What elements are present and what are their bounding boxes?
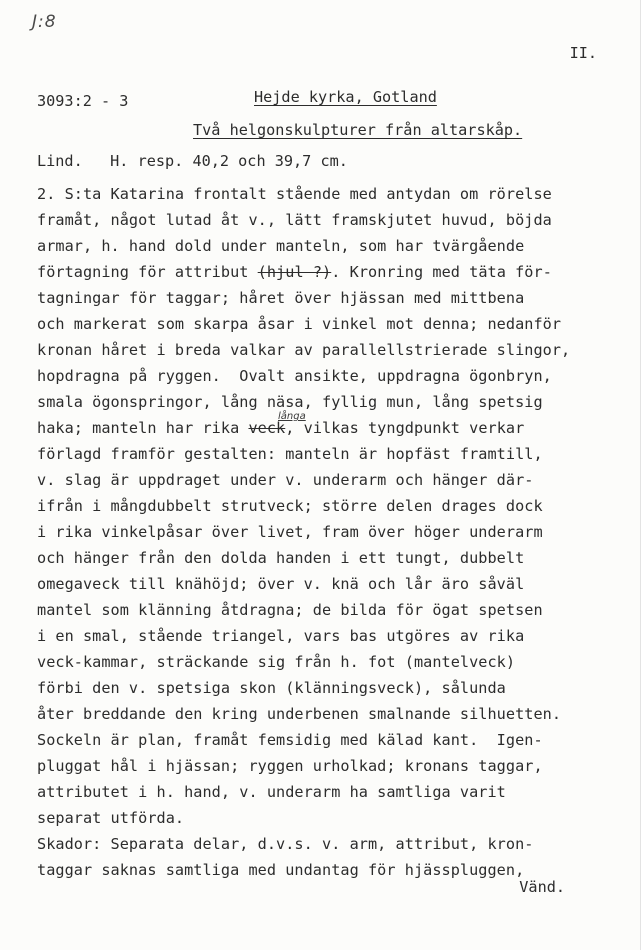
text-line: förbi den v. spetsiga skon (klänningsveck), sålunda — [37, 679, 506, 697]
text-line: åter breddande den kring underbenen smalnande silhuetten. — [37, 705, 562, 723]
text-line: framåt, något lutad åt v., lätt framskjutet huvud, böjda — [37, 211, 552, 229]
text-line: förlagd framför gestalten: manteln är hopfäst framtill, — [37, 445, 543, 463]
text-line: och hänger från den dolda handen i ett tungt, dubbelt — [37, 549, 525, 567]
text-line: armar, h. hand dold under manteln, som har tvärgående — [37, 237, 525, 255]
inserted-word-handwritten: långa — [278, 411, 306, 422]
text-line: Skador: Separata delar, d.v.s. v. arm, attribut, kron- — [37, 835, 534, 853]
page-number: II. — [569, 44, 597, 62]
text-line: attributet i h. hand, v. underarm ha samtliga varit — [37, 783, 506, 801]
handwritten-mark: J:8 — [32, 12, 57, 32]
text-line: mantel som klänning åtdragna; de bilda för ögat spetsen — [37, 601, 543, 619]
text-line: i rika vinkelpåsar över livet, fram över höger underarm — [37, 523, 543, 541]
text-line: separat utförda. — [37, 809, 185, 827]
text-line: hopdragna på ryggen. Ovalt ansikte, uppdragna ögonbryn, — [37, 367, 552, 385]
dimensions-line: Lind. H. resp. 40,2 och 39,7 cm. — [37, 152, 348, 170]
turn-over-note: Vänd. — [519, 878, 565, 896]
text-line: 2. S:ta Katarina frontalt stående med antydan om rörelse — [37, 185, 552, 203]
deleted-word: veck — [248, 419, 286, 437]
text-line: veck-kammar, sträckande sig från h. fot (mantelveck) — [37, 653, 516, 671]
text-line-with-correction: förtagning för attribut (hjul ?). Kronring med täta för- — [37, 263, 552, 281]
text-line: i en smal, stående triangel, vars bas utgöres av rika — [37, 627, 525, 645]
card-title: Hejde kyrka, Gotland — [254, 88, 437, 106]
text-line: ifrån i mångdubbelt strutveck; större delen drages dock — [37, 497, 543, 515]
text-line: tagningar för taggar; håret över hjässan med mittbena — [37, 289, 525, 307]
card-subtitle: Två helgonskulpturer från altarskåp. — [193, 121, 523, 139]
text-line: kronan håret i breda valkar av parallellstrierade slingor, — [37, 341, 571, 359]
text-line-with-correction — [37, 418, 524, 438]
text-segment: haka; manteln har rika — [37, 419, 240, 437]
inventory-number: 3093:2 - 3 — [37, 92, 129, 110]
text-line: pluggat hål i hjässan; ryggen urholkad; kronans taggar, — [37, 757, 543, 775]
text-line: v. slag är uppdraget under v. underarm och hänger där- — [37, 471, 534, 489]
text-segment: Kronring med täta för- — [340, 263, 552, 281]
text-segment: förtagning för attribut — [37, 263, 249, 281]
text-line: taggar saknas samtliga med undantag för hjässpluggen, — [37, 861, 525, 879]
text-segment: , vilkas tyngdpunkt verkar — [285, 419, 525, 437]
deleted-attribute: (hjul ?) — [257, 263, 332, 281]
text-line: omegaveck till knähöjd; över v. knä och lår äro såväl — [37, 575, 525, 593]
text-line: och markerat som skarpa åsar i vinkel mot denna; nedanför — [37, 315, 562, 333]
text-line: Sockeln är plan, framåt femsidig med kälad kant. Igen- — [37, 731, 543, 749]
text-line: smala ögonspringor, lång näsa, fyllig mun, lång spetsig — [37, 393, 543, 411]
